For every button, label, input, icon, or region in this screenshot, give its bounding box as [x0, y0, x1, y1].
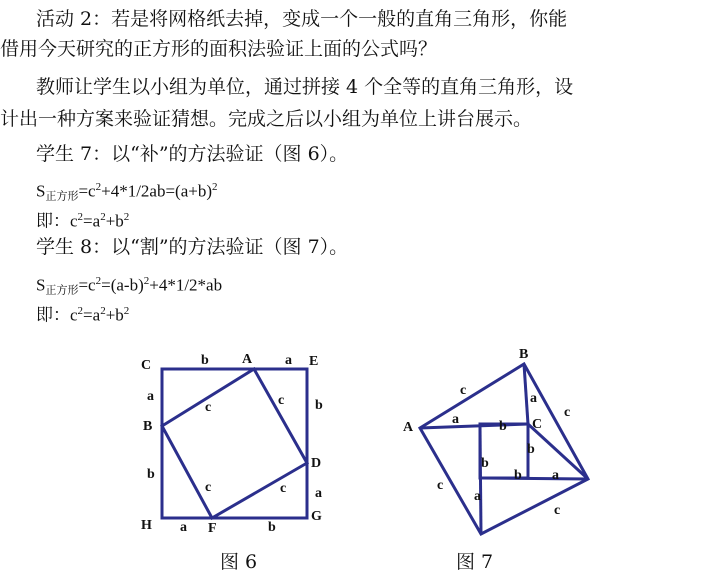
fig7-label-c1: c	[460, 383, 467, 398]
fig6-edge-a-top: a	[285, 353, 292, 368]
fig7-outer-square	[420, 364, 588, 534]
fig6-hyp-c3: c	[205, 480, 212, 495]
formula-s-square-cut: $S_{正方形}=c^2=(a-b)^2+4*1/2*ab$	[36, 275, 223, 297]
paragraph-activity2-line1: 活动 2：若是将网格纸去掉，变成一个一般的直角三角形，你能	[36, 8, 568, 30]
figure-7-diagram	[395, 340, 615, 540]
paragraph-teacher-line1: 教师让学生以小组为单位，通过拼接 4 个全等的直角三角形，设	[36, 76, 574, 98]
fig6-edge-b-top: b	[201, 353, 209, 368]
figure-7-caption: 图 7	[456, 551, 494, 573]
fig6-point-E: E	[309, 354, 319, 369]
fig7-label-c2: c	[564, 405, 571, 420]
fig7-label-b1: b	[499, 419, 507, 434]
figure-6-diagram	[135, 345, 340, 540]
fig7-point-C: C	[532, 417, 543, 432]
fig6-point-D: D	[311, 456, 322, 471]
fig7-label-c4: c	[554, 503, 561, 518]
fig7-label-a1: a	[452, 412, 459, 427]
fig6-point-A: A	[242, 352, 253, 367]
fig7-label-a3: a	[474, 489, 481, 504]
fig6-point-F: F	[208, 521, 217, 536]
fig7-label-b3: b	[481, 456, 489, 471]
fig6-hyp-c1: c	[205, 400, 212, 415]
fig7-label-b4: b	[514, 468, 522, 483]
fig7-label-a2: a	[530, 391, 537, 406]
fig6-edge-a-right: a	[315, 486, 322, 501]
paragraph-activity2-line2: 借用今天研究的正方形的面积法验证上面的公式吗？	[0, 38, 438, 60]
paragraph-teacher-line2: 计出一种方案来验证猜想。完成之后以小组为单位上讲台展示。	[0, 108, 533, 130]
fig7-point-A: A	[403, 420, 414, 435]
fig7-label-a4: a	[552, 468, 559, 483]
figure-6-caption: 图 6	[220, 551, 258, 573]
fig6-edge-a-left: a	[147, 389, 154, 404]
formula-result-1: 即：$c^2=a^2+b^2$	[36, 211, 130, 231]
fig6-edge-a-bottom: a	[180, 520, 187, 535]
fig6-point-B: B	[143, 419, 153, 434]
formula-s-square-fill: $S_{正方形}=c^2+4*1/2ab=(a+b)^2$	[36, 181, 218, 203]
fig7-label-b2: b	[527, 442, 535, 457]
paragraph-student8: 学生 8：以“割”的方法验证（图 7）。	[36, 236, 349, 258]
fig6-edge-b-left: b	[147, 467, 155, 482]
fig6-edge-b-bottom: b	[268, 520, 276, 535]
fig6-point-C: C	[141, 358, 152, 373]
fig6-edge-b-right: b	[315, 398, 323, 413]
fig6-point-G: G	[311, 509, 322, 524]
fig6-hyp-c4: c	[280, 481, 287, 496]
fig6-hyp-c2: c	[278, 393, 285, 408]
fig7-label-c3: c	[437, 478, 444, 493]
fig7-point-B: B	[519, 347, 529, 362]
fig6-point-H: H	[141, 518, 152, 533]
paragraph-student7: 学生 7：以“补”的方法验证（图 6）。	[36, 143, 349, 165]
formula-result-2: 即：$c^2=a^2+b^2$	[36, 305, 130, 325]
